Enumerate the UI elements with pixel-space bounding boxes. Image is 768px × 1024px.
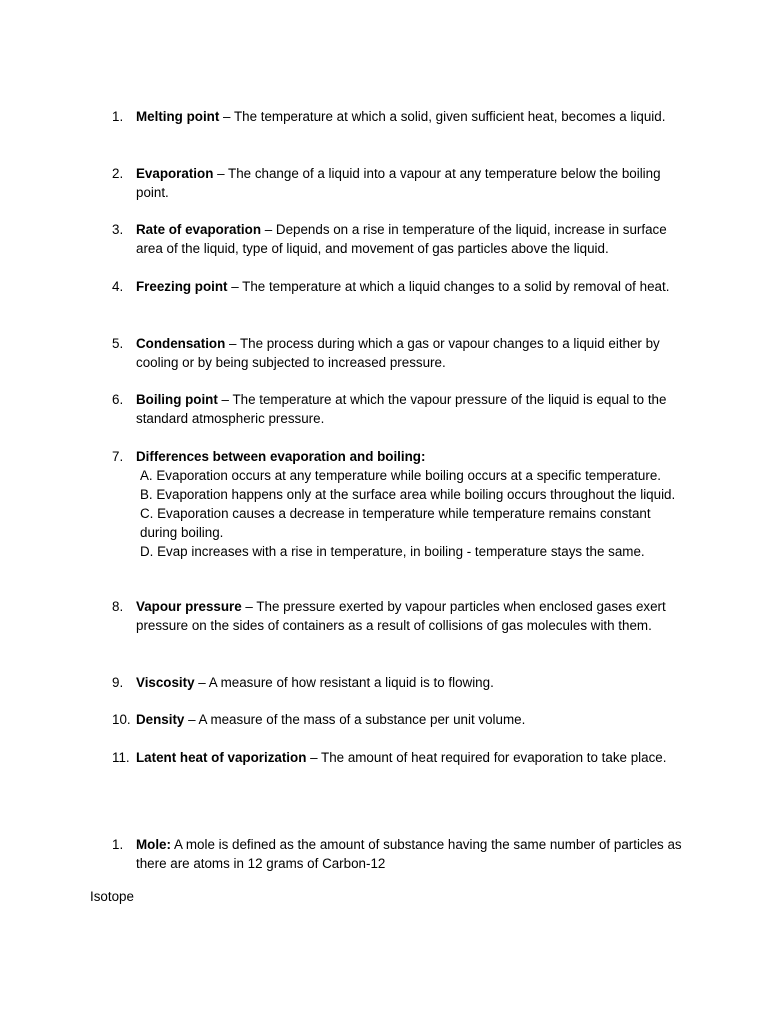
- list-number: 2.: [112, 166, 124, 181]
- list-item-text: [136, 334, 688, 372]
- difference-b: B. Evaporation happens only at the surface area while boiling occurs throughout the liquid.: [140, 487, 676, 502]
- separator: –: [213, 166, 229, 181]
- definition: The amount of heat required for evaporation to take place.: [321, 750, 667, 765]
- list-number: 1.: [112, 837, 124, 852]
- difference-a: A. Evaporation occurs at any temperature while boiling occurs at a specific temperature.: [140, 468, 662, 483]
- difference-d: D. Evap increases with a rise in temperature, in boiling - temperature stays the same.: [140, 544, 645, 559]
- separator: –: [225, 336, 240, 351]
- definition: A measure of how resistant a liquid is to flowing.: [208, 675, 494, 690]
- list-item-text: [136, 277, 688, 296]
- list-number: 11.: [112, 750, 130, 765]
- separator: –: [217, 392, 233, 407]
- difference-c: C. Evaporation causes a decrease in temperature while temperature remains constant during boiling.: [140, 506, 651, 540]
- definition: A mole is defined as the amount of substance having the same number of particles as there are atoms in 12 grams of Carbon-12: [136, 837, 682, 871]
- list-item-text: [136, 220, 688, 258]
- list-number: 1.: [112, 109, 124, 124]
- definition: The pressure exerted by vapour particles when enclosed gases exert pressure on the sides of containers as a result of collisions of gas molecules with them.: [136, 599, 666, 633]
- list-number: 10.: [112, 712, 131, 727]
- separator: –: [241, 599, 257, 614]
- term: Viscosity: [136, 675, 195, 690]
- list-item-text: [136, 447, 688, 561]
- list-number: 7.: [112, 449, 124, 464]
- term: Boiling point: [136, 392, 218, 407]
- term: Mole:: [136, 837, 171, 852]
- term: Density: [136, 712, 185, 727]
- list-item-text: [136, 710, 688, 729]
- definition: The temperature at which a solid, given sufficient heat, becomes a liquid.: [233, 109, 666, 124]
- definition: The change of a liquid into a vapour at any temperature below the boiling point.: [136, 166, 661, 200]
- list-number: 5.: [112, 336, 124, 351]
- separator: –: [184, 712, 199, 727]
- list-item-text: [136, 748, 688, 767]
- separator: –: [306, 750, 322, 765]
- definition: The process during which a gas or vapour changes to a liquid either by cooling or by being subjected to increased pressure.: [136, 336, 660, 370]
- definition: Depends on a rise in temperature of the liquid, increase in surface area of the liquid, type of liquid, and movement of gas particles above the liquid.: [136, 222, 667, 256]
- term: Freezing point: [136, 279, 228, 294]
- list-item-text: [136, 107, 688, 126]
- definition: The temperature at which the vapour pressure of the liquid is equal to the standard atmospheric pressure.: [136, 392, 667, 426]
- separator: –: [194, 675, 209, 690]
- term: Condensation: [136, 336, 226, 351]
- separator: –: [219, 109, 234, 124]
- definition: A measure of the mass of a substance per unit volume.: [198, 712, 526, 727]
- definition: The temperature at which a liquid changes to a solid by removal of heat.: [242, 279, 670, 294]
- list-number: 3.: [112, 222, 124, 237]
- list-number: 4.: [112, 279, 124, 294]
- list-item-text: [136, 835, 688, 873]
- separator: –: [227, 279, 243, 294]
- term: Melting point: [136, 109, 220, 124]
- term: Rate of evaporation: [136, 222, 262, 237]
- term: Evaporation: [136, 166, 214, 181]
- term: Differences between evaporation and boiling:: [136, 449, 426, 464]
- term: Latent heat of vaporization: [136, 750, 307, 765]
- term: Vapour pressure: [136, 599, 242, 614]
- list-item-text: [136, 597, 688, 635]
- list-item-text: [136, 673, 688, 692]
- list-item-text: [136, 390, 688, 428]
- isotope-heading: Isotope: [90, 889, 134, 904]
- list-number: 6.: [112, 392, 124, 407]
- separator: –: [261, 222, 276, 237]
- list-item-text: [136, 164, 688, 202]
- list-number: 8.: [112, 599, 124, 614]
- list-number: 9.: [112, 675, 124, 690]
